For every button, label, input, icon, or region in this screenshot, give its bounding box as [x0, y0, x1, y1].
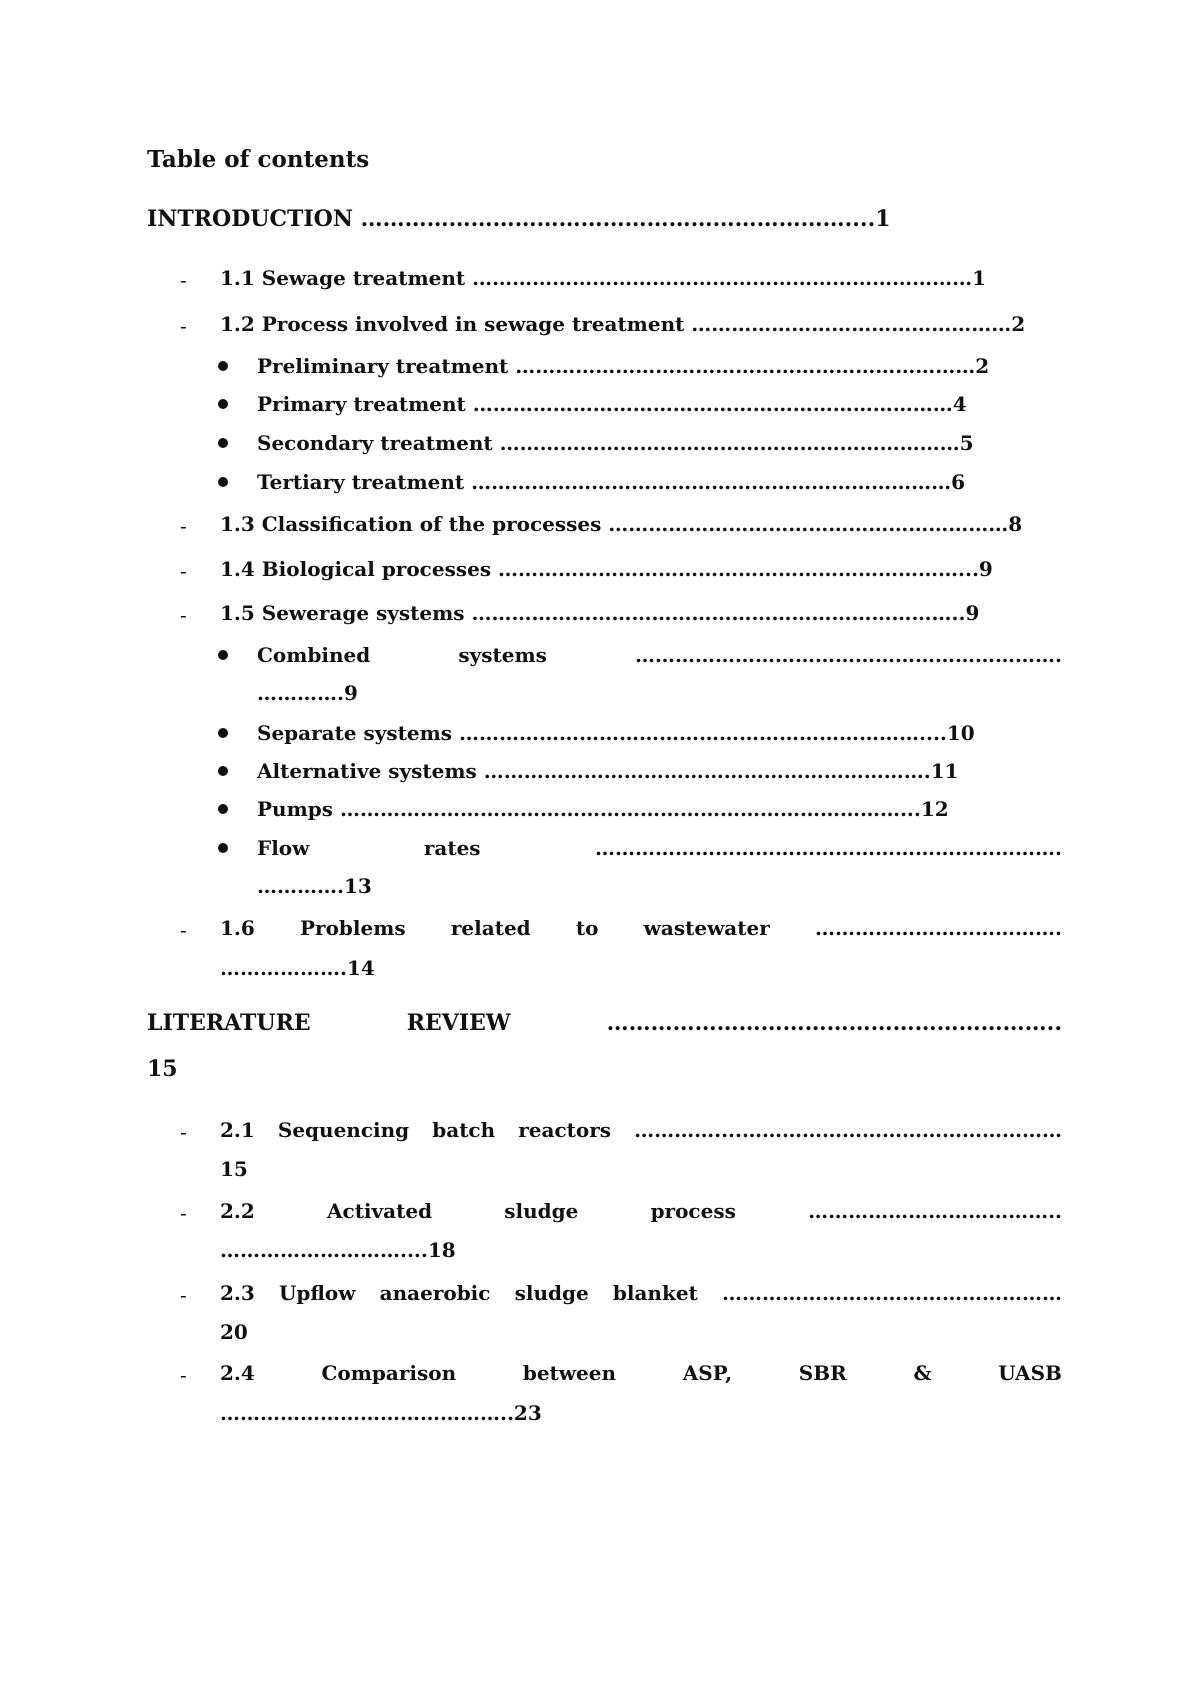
toc-word: UASB — [998, 1361, 1062, 1385]
toc-word: 2.3 — [220, 1281, 255, 1305]
dash-marker: - — [180, 603, 187, 627]
dash-marker: - — [180, 268, 187, 292]
toc-entry-s1-6-cont: ……………….14 — [220, 956, 375, 980]
toc-word: Sequencing — [277, 1118, 410, 1142]
toc-word: …………………………………………………….. — [606, 1010, 1062, 1036]
bullet-icon — [218, 650, 228, 660]
toc-entry-b-primary: Primary treatment ………………………………………………………………4 — [257, 392, 967, 416]
toc-word: ……………………………………………………………. — [595, 836, 1062, 860]
toc-word: rates — [423, 836, 481, 860]
toc-word: LITERATURE — [147, 1010, 311, 1036]
toc-entry-b-flow — [257, 838, 1062, 858]
toc-entry-b-prelim: Preliminary treatment ……………………………………………………………2 — [257, 354, 990, 378]
toc-entry-s2-1-cont: 15 — [220, 1157, 248, 1181]
toc-word: …………....………………………………………… — [634, 1118, 1062, 1142]
toc-word: …………………………………………… — [721, 1281, 1062, 1305]
toc-word: ………………………………………………………. — [635, 643, 1062, 667]
dash-marker: - — [180, 918, 187, 942]
toc-entry-b-secondary: Secondary treatment ……………………………………………………………5 — [257, 431, 974, 455]
bullet-icon — [218, 728, 228, 738]
dash-marker: - — [180, 1201, 187, 1225]
bullet-icon — [218, 477, 228, 487]
toc-word: Combined — [257, 643, 371, 667]
dash-marker: - — [180, 1363, 187, 1387]
toc-entry-s2-1 — [220, 1120, 1062, 1140]
toc-entry-s1-3: 1.3 Classification of the processes ……………………………………………………8 — [220, 512, 1023, 536]
toc-entry-s1-6 — [220, 918, 1062, 938]
page-title: Table of contents — [147, 146, 370, 173]
toc-entry-s1-5: 1.5 Sewerage systems ………………………………………………………………..9 — [220, 601, 980, 625]
bullet-icon — [218, 804, 228, 814]
toc-word: ASP, — [682, 1361, 733, 1385]
toc-word: 2.4 — [220, 1361, 255, 1385]
toc-entry-s2-3 — [220, 1283, 1062, 1303]
toc-entry-s2-4-cont: ……………………………………..23 — [220, 1401, 542, 1425]
toc-entry-b-flow-cont: ………….13 — [257, 874, 372, 898]
toc-word: sludge — [514, 1281, 589, 1305]
toc-word: related — [450, 916, 531, 940]
toc-word: Comparison — [321, 1361, 457, 1385]
toc-word: Activated — [327, 1199, 433, 1223]
dash-marker: - — [180, 559, 187, 583]
toc-word: to — [575, 916, 599, 940]
toc-entry-s2-4 — [220, 1363, 1062, 1383]
bullet-icon — [218, 438, 228, 448]
toc-word: Flow — [257, 836, 310, 860]
toc-word: batch — [432, 1118, 496, 1142]
bullet-icon — [218, 361, 228, 371]
toc-word: anaerobic — [379, 1281, 491, 1305]
toc-entry-b-tertiary: Tertiary treatment ………………………………………………………………6 — [257, 470, 966, 494]
dash-marker: - — [180, 1120, 187, 1144]
toc-word: 2.2 — [220, 1199, 255, 1223]
toc-entry-s1-1: 1.1 Sewage treatment …………………………………………………………………1 — [220, 266, 987, 290]
toc-word: between — [522, 1361, 616, 1385]
toc-entry-lit-cont: 15 — [147, 1056, 178, 1082]
toc-entry-s2-3-cont: 20 — [220, 1320, 248, 1344]
bullet-icon — [218, 843, 228, 853]
toc-entry-b-pumps: Pumps …………………………………………………………………………...12 — [257, 797, 949, 821]
toc-entry-b-alternative: Alternative systems ………………………………………………………….11 — [257, 759, 959, 783]
toc-entry-intro: INTRODUCTION …………………………………………………………....1 — [147, 206, 891, 232]
bullet-icon — [218, 766, 228, 776]
toc-entry-s1-2: 1.2 Process involved in sewage treatment …………………………………………2 — [220, 312, 1026, 336]
toc-word: ………………………………. — [814, 916, 1062, 940]
toc-entry-s2-2 — [220, 1201, 1062, 1221]
dash-marker: - — [180, 1283, 187, 1307]
toc-word: blanket — [612, 1281, 698, 1305]
toc-word: Problems — [300, 916, 406, 940]
toc-word: ……………………………….. — [808, 1199, 1062, 1223]
toc-word: systems — [458, 643, 547, 667]
toc-word: reactors — [518, 1118, 612, 1142]
toc-word: & — [913, 1361, 932, 1385]
toc-entry-b-combined-cont: ………….9 — [257, 681, 358, 705]
toc-entry-lit — [147, 1012, 1062, 1034]
dash-marker: - — [180, 514, 187, 538]
toc-word: sludge — [504, 1199, 579, 1223]
bullet-icon — [218, 399, 228, 409]
toc-word: REVIEW — [406, 1010, 511, 1036]
toc-word: 1.6 — [220, 916, 255, 940]
toc-word: wastewater — [643, 916, 770, 940]
toc-word: process — [650, 1199, 736, 1223]
toc-entry-b-combined — [257, 645, 1062, 665]
toc-word: Upflow — [278, 1281, 356, 1305]
dash-marker: - — [180, 314, 187, 338]
toc-entry-s1-4: 1.4 Biological processes ……………………………………………………………...9 — [220, 557, 993, 581]
toc-entry-s2-2-cont: ………………………....18 — [220, 1238, 456, 1262]
toc-word: 2.1 — [220, 1118, 255, 1142]
toc-entry-b-separate: Separate systems ……………………………………………………………....10 — [257, 721, 975, 745]
toc-word: SBR — [798, 1361, 847, 1385]
